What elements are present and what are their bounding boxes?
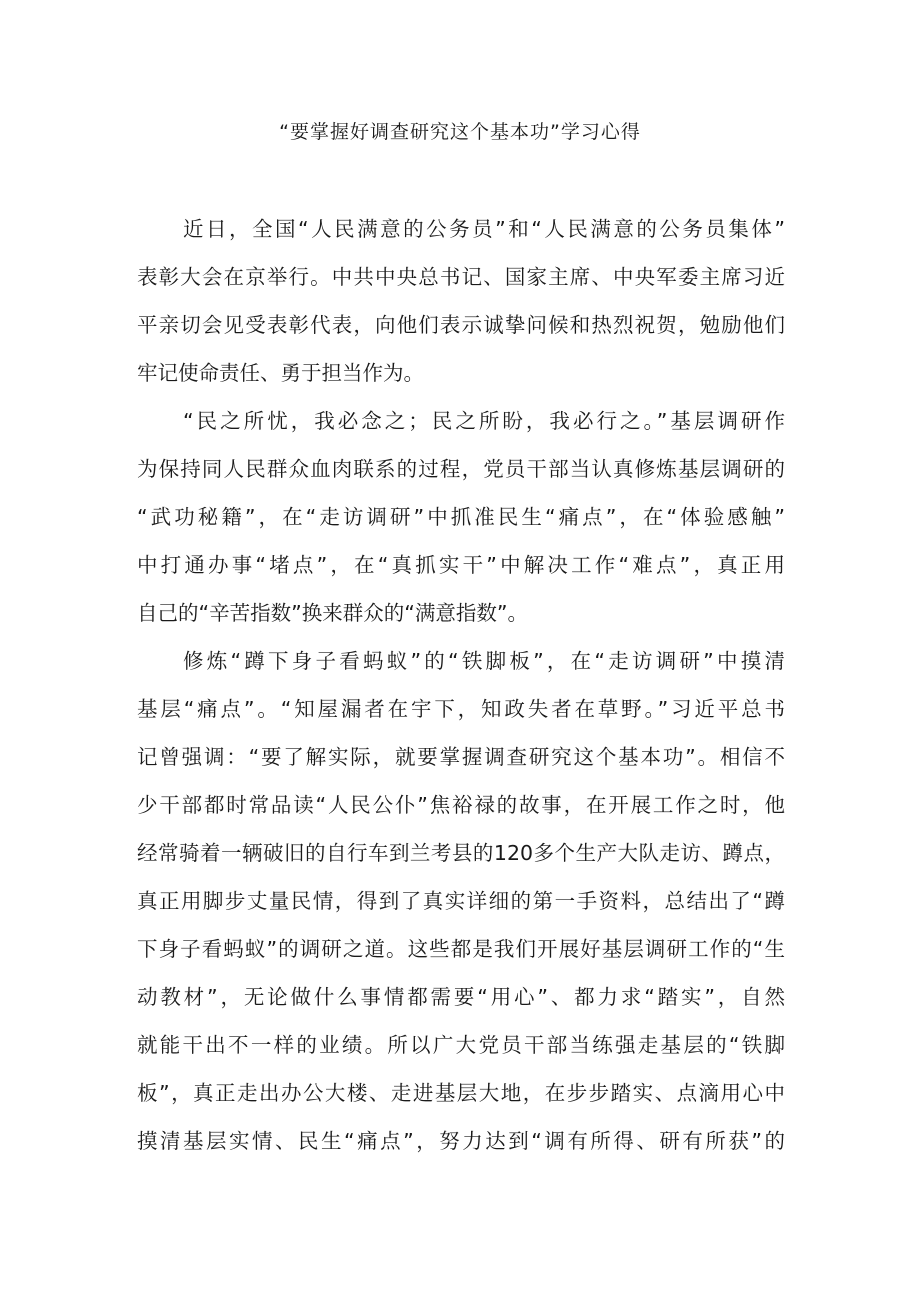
paragraph-3-line-10: 板”，真正走出办公大楼、走进基层大地，在步步踏实、点滴用心中 — [137, 1081, 785, 1105]
paragraph-3-line-9: 就能干出不一样的业绩。所以广大党员干部当练强走基层的“铁脚 — [137, 1033, 785, 1057]
paragraph-1-line-4: 牢记使命责任、勇于担当作为。 — [137, 361, 424, 385]
paragraph-3-line-8: 动教材”，无论做什么事情都需要“用心”、都力求“踏实”，自然 — [137, 985, 785, 1009]
paragraph-1-line-2: 表彰大会在京举行。中共中央总书记、国家主席、中央军委主席习近 — [137, 265, 785, 289]
paragraph-2-line-2: 为保持同人民群众血肉联系的过程，党员干部当认真修炼基层调研的 — [137, 457, 785, 481]
paragraph-3-line-5: 经常骑着一辆破旧的自行车到兰考县的120多个生产大队走访、蹲点， — [137, 841, 785, 865]
paragraph-2-line-3: “武功秘籍”，在“走访调研”中抓准民生“痛点”，在“体验感触” — [137, 505, 785, 529]
paragraph-2-line-5: 自己的“辛苦指数”换来群众的“满意指数”。 — [137, 601, 528, 625]
paragraph-3-line-6: 真正用脚步丈量民情，得到了真实详细的第一手资料，总结出了“蹲 — [137, 889, 785, 913]
paragraph-1-line-1: 近日，全国“人民满意的公务员”和“人民满意的公务员集体” — [183, 217, 785, 241]
paragraph-3-line-1: 修炼“蹲下身子看蚂蚁”的“铁脚板”，在“走访调研”中摸清 — [183, 649, 785, 673]
paragraph-2-line-1: “民之所忧，我必念之；民之所盼，我必行之。”基层调研作 — [183, 409, 785, 433]
paragraph-3-line-3: 记曾强调：“要了解实际，就要掌握调查研究这个基本功”。相信不 — [137, 745, 785, 769]
document-title: “要掌握好调查研究这个基本功”学习心得 — [279, 121, 641, 143]
paragraph-2-line-4: 中打通办事“堵点”，在“真抓实干”中解决工作“难点”，真正用 — [137, 553, 785, 577]
paragraph-3-line-11: 摸清基层实情、民生“痛点”，努力达到“调有所得、研有所获”的 — [137, 1129, 785, 1153]
paragraph-1-line-3: 平亲切会见受表彰代表，向他们表示诚挚问候和热烈祝贺，勉励他们 — [137, 313, 785, 337]
paragraph-3-line-7: 下身子看蚂蚁”的调研之道。这些都是我们开展好基层调研工作的“生 — [137, 937, 785, 961]
paragraph-3-line-2: 基层“痛点”。“知屋漏者在宇下，知政失者在草野。”习近平总书 — [137, 697, 785, 721]
paragraph-3-line-4: 少干部都时常品读“人民公仆”焦裕禄的故事，在开展工作之时，他 — [137, 793, 785, 817]
